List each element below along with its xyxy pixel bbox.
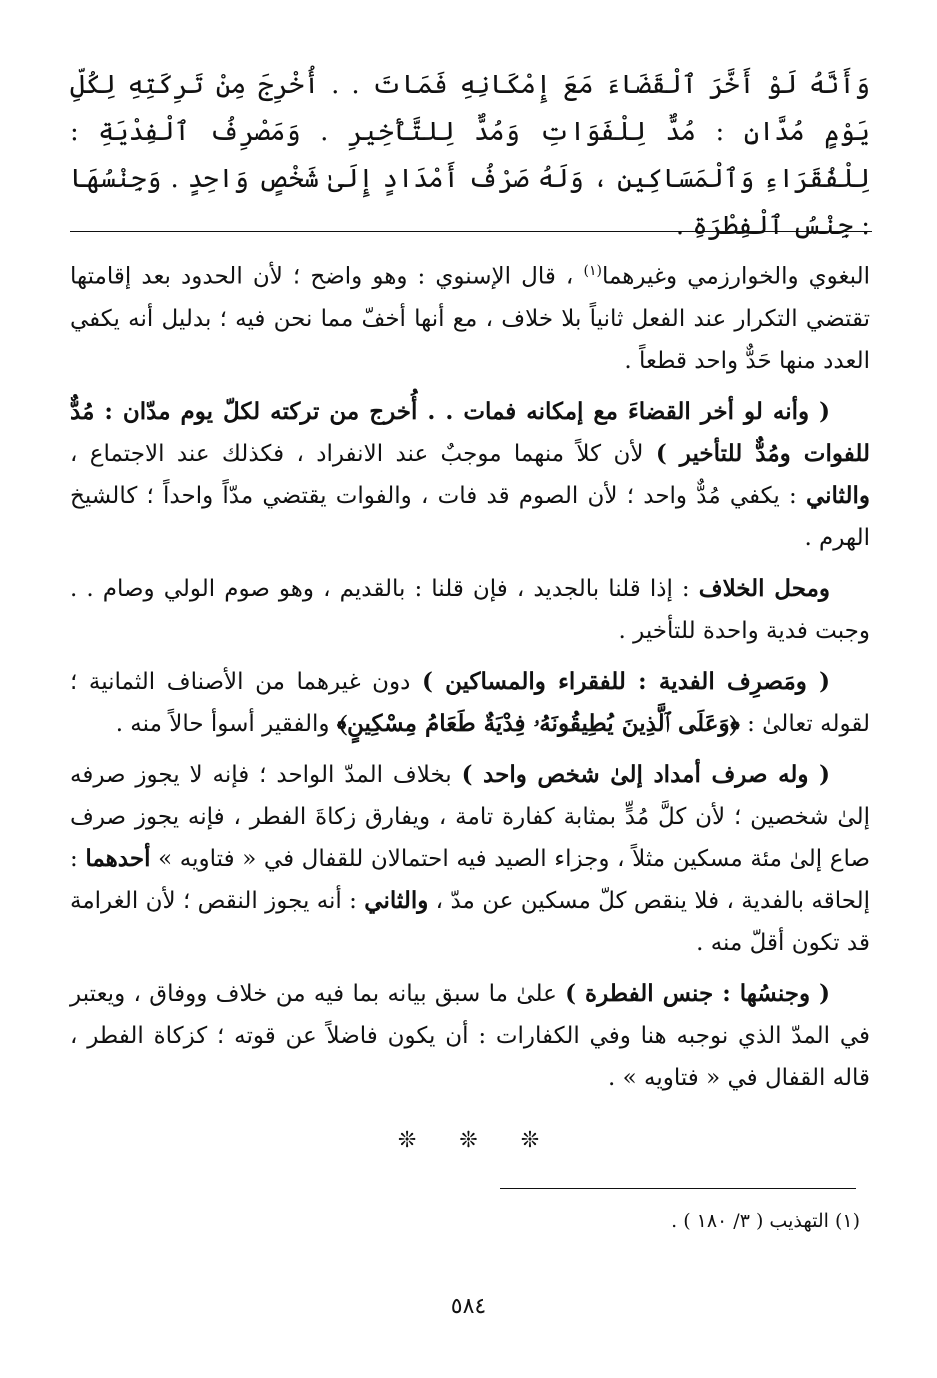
section-separator [0, 1128, 937, 1153]
commentary-paragraph-5 [70, 754, 870, 964]
footnote-divider [500, 1188, 856, 1189]
quoted-matn: ( وأنه لو أخر القضاءَ مع إمكانه فمات . . أُخرج من تركته لكلّ يوم مدّان : مُدٌّ للفوات ومُدٌّ للتأخير ) [70, 397, 870, 467]
main-text [70, 62, 870, 250]
asterism-star: ❊ [520, 1128, 540, 1153]
main-text-paragraph: وَأَنَّهُ لَوْ أَخَّرَ ٱلْقَضَاءَ مَعَ إِمْكَانِهِ فَمَاتَ . . أُخْرِجَ مِنْ تَرِكَتِهِ لِكُلِّ يَوْمٍ مُدَّانِ : مُدٌّ لِلْفَوَاتِ وَمُدٌّ لِلتَّأْخِيرِ . وَمَصْرِفُ ٱلْفِدْيَةِ : لِلْفُقَرَاءِ وَٱلْمَسَاكِينِ ، وَلَهُ صَرْفُ أَمْدَادٍ إِلَىٰ شَخْصٍ وَاحِدٍ . وَجِنْسُهَا : جِنْسُ ٱلْفِطْرَةِ . [70, 70, 870, 241]
text-run: علىٰ ما سبق بيانه بما فيه من خلاف ووفاق ، ويعتبر في المدّ الذي نوجبه هنا وفي الكفارات : أن يكون فاضلاً عن قوته ؛ كزكاة الفطر ، قاله القفال في « فتاويه » . [70, 980, 870, 1091]
text-run: والفقير أسوأ حالاً منه . [115, 710, 337, 737]
commentary-paragraph-3 [70, 568, 870, 652]
text-run: البغوي والخوارزمي وغيرهما [601, 263, 870, 290]
text-run: لأن كلاً منهما موجبٌ عند الانفراد ، فكذلك عند الاجتماع ، [70, 440, 656, 467]
commentary [70, 250, 870, 1108]
asterism-star: ❊ [459, 1128, 478, 1153]
quoted-matn: ( وله صرف أمداد إلىٰ شخص واحد ) [461, 760, 830, 788]
commentary-paragraph-6 [70, 973, 870, 1099]
text-run: بخلاف المدّ الواحد ؛ فإنه لا يجوز صرفه إلىٰ شخصين ؛ لأن كلَّ مُدٍّ بمثابة كفارة تامة ، ويفارق زكاةَ الفطر ، فإنه يجوز صرف صاع إلىٰ مئة مسكين مثلاً ، وجزاء الصيد فيه احتمالان للقفال في « فتاويه » [70, 761, 871, 872]
text-run: : إذا قلنا بالجديد ، فإن قلنا : بالقديم ، وهو صوم الولي وصام . . وجبت فدية واحدة للتأخير . [70, 575, 870, 644]
footnote: (١) التهذيب ( ٣/ ١٨٠ ) . [671, 1210, 860, 1232]
commentary-paragraph-1 [70, 250, 870, 382]
text-run: : أنه يجوز النقص ؛ لأن الغرامة قد تكون أقلّ منه . [70, 887, 870, 956]
term: والثاني [805, 481, 870, 509]
page-number: ٥٨٤ [450, 1294, 487, 1319]
main-text-divider [70, 231, 872, 232]
asterism-star: ❊ [397, 1128, 417, 1153]
quoted-matn: ( ومَصرِف الفدية : للفقراء والمساكين ) [421, 667, 830, 695]
quran-verse: ﴿وَعَلَى ٱلَّذِينَ يُطِيقُونَهُۥ فِدْيَةٌ طَعَامُ مِسْكِينٍ﴾ [336, 709, 740, 737]
footnote-reference: (١) [583, 263, 602, 279]
quoted-matn: ( وجنسُها : جنس الفطرة ) [565, 979, 830, 1007]
text-run: : يكفي مُدٌّ واحد ؛ لأن الصوم قد فات ، والفوات يقتضي مدّاً واحداً ؛ كالشيخ الهرم . [70, 482, 870, 551]
commentary-paragraph-4 [70, 661, 870, 745]
term: والثاني [364, 886, 429, 914]
text-run: : إلحاقه بالفدية ، فلا ينقص كلّ مسكين عن مدّ ، [70, 845, 871, 914]
text-run: دون غيرهما من الأصناف الثمانية ؛ لقوله تعالىٰ : [70, 668, 870, 737]
term: أحدهما [85, 844, 151, 872]
term: ومحل الخلاف [698, 574, 830, 602]
commentary-paragraph-2 [70, 391, 870, 559]
text-run: ، قال الإسنوي : وهو واضح ؛ لأن الحدود بعد إقامتها تقتضي التكرار عند الفعل ثانياً بلا خلاف ، مع أنها أخفّ مما نحن فيه ؛ بدليل أنه يكفي العدد منها حَدٌّ واحد قطعاً . [70, 263, 870, 374]
